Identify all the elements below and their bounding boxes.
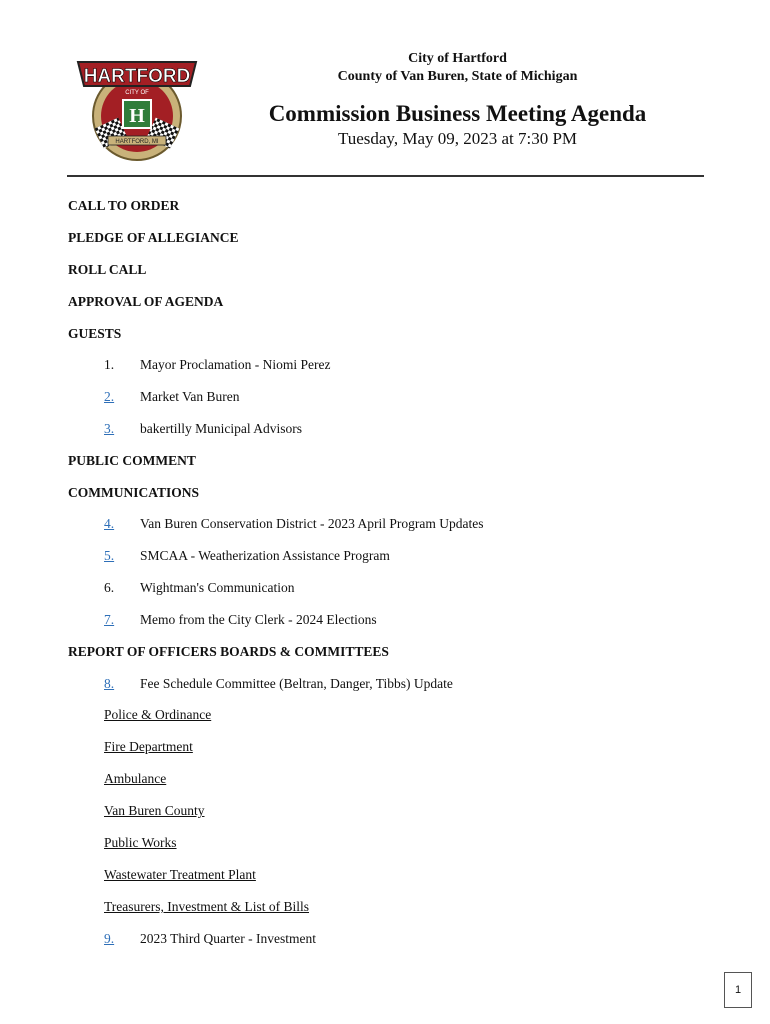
item-text: Fee Schedule Committee (Beltran, Danger, Tibbs) Update bbox=[140, 676, 453, 691]
report-link-wastewater[interactable]: Wastewater Treatment Plant bbox=[104, 867, 256, 882]
item-text: Van Buren Conservation District - 2023 April Program Updates bbox=[140, 516, 484, 531]
item-number-link[interactable]: 5. bbox=[104, 548, 115, 563]
section-guests: GUESTS bbox=[68, 326, 122, 341]
report-link-ambulance[interactable]: Ambulance bbox=[104, 771, 167, 786]
page-number: 1 bbox=[724, 972, 752, 1008]
hartford-city-logo bbox=[74, 56, 200, 164]
item-text: Wightman's Communication bbox=[140, 580, 295, 595]
report-link-treasurers[interactable]: Treasurers, Investment & List of Bills bbox=[104, 899, 309, 914]
header-city: City of Hartford bbox=[408, 51, 507, 66]
item-number: 1. bbox=[104, 357, 115, 372]
item-text: bakertilly Municipal Advisors bbox=[140, 421, 302, 436]
item-number-link[interactable]: 8. bbox=[104, 676, 115, 691]
header-county: County of Van Buren, State of Michigan bbox=[337, 69, 578, 84]
section-communications: COMMUNICATIONS bbox=[68, 485, 199, 500]
report-link-county[interactable]: Van Buren County bbox=[104, 803, 205, 818]
item-number-link[interactable]: 4. bbox=[104, 516, 115, 531]
svg-text:HARTFORD: HARTFORD bbox=[83, 66, 191, 87]
section-roll-call: ROLL CALL bbox=[68, 262, 147, 277]
report-link-fire[interactable]: Fire Department bbox=[104, 739, 193, 754]
meeting-date: Tuesday, May 09, 2023 at 7:30 PM bbox=[337, 129, 578, 148]
header-divider bbox=[67, 175, 704, 177]
item-number-link[interactable]: 2. bbox=[104, 389, 115, 404]
item-number-link[interactable]: 9. bbox=[104, 931, 115, 946]
item-text: Market Van Buren bbox=[140, 389, 240, 404]
item-text: Mayor Proclamation - Niomi Perez bbox=[140, 357, 331, 372]
svg-text:CITY OF: CITY OF bbox=[125, 90, 149, 96]
item-text: 2023 Third Quarter - Investment bbox=[140, 931, 316, 946]
section-reports: REPORT OF OFFICERS BOARDS & COMMITTEES bbox=[68, 644, 389, 659]
page-title: Commission Business Meeting Agenda bbox=[268, 101, 647, 126]
report-link-public-works[interactable]: Public Works bbox=[104, 835, 177, 850]
svg-text:HARTFORD, MI: HARTFORD, MI bbox=[115, 139, 159, 145]
section-pledge: PLEDGE OF ALLEGIANCE bbox=[68, 230, 239, 245]
section-call-to-order: CALL TO ORDER bbox=[68, 198, 180, 213]
item-text: Memo from the City Clerk - 2024 Elections bbox=[140, 612, 377, 627]
item-number-link[interactable]: 3. bbox=[104, 421, 115, 436]
report-link-police[interactable]: Police & Ordinance bbox=[104, 707, 212, 722]
section-approval: APPROVAL OF AGENDA bbox=[68, 294, 224, 309]
svg-text:H: H bbox=[129, 105, 145, 127]
section-public-comment: PUBLIC COMMENT bbox=[68, 453, 196, 468]
item-number-link[interactable]: 7. bbox=[104, 612, 115, 627]
item-number: 6. bbox=[104, 580, 115, 595]
item-text: SMCAA - Weatherization Assistance Program bbox=[140, 548, 390, 563]
